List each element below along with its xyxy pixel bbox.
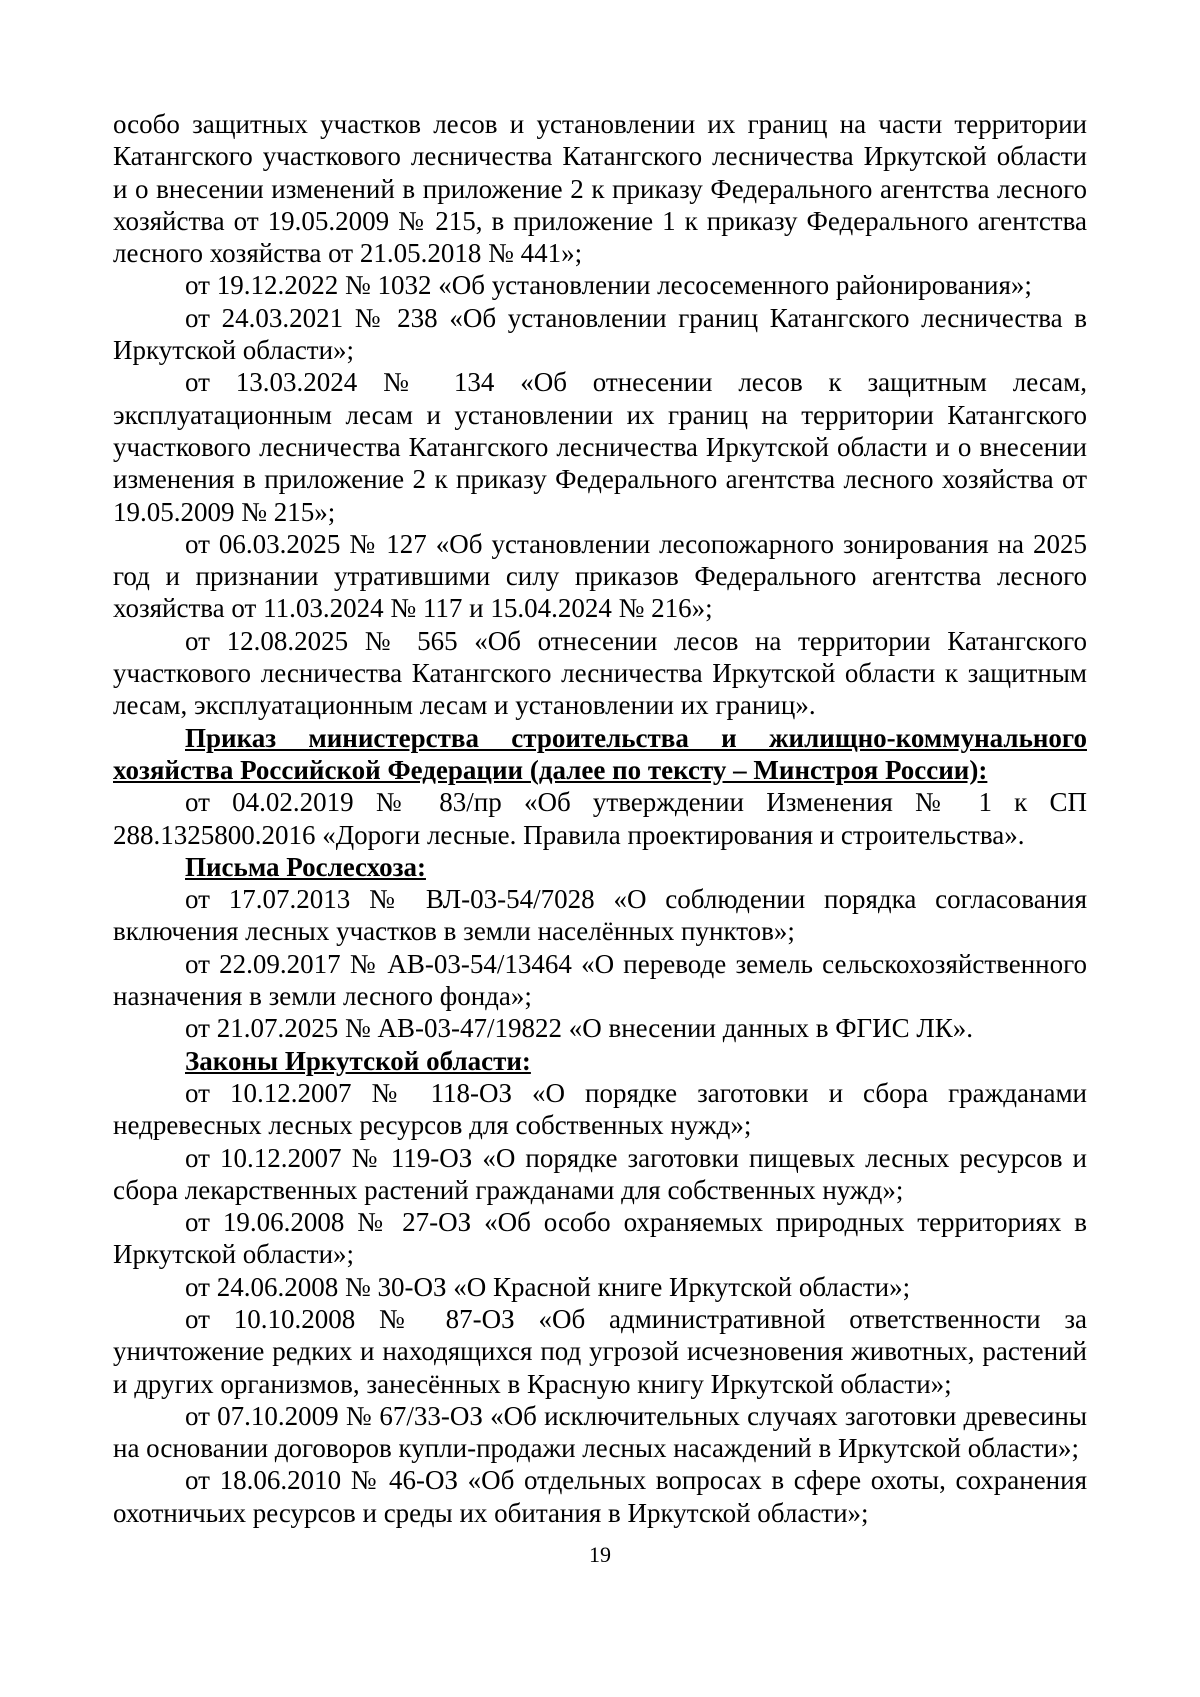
paragraph-order: от 12.08.2025 № 565 «Об отнесении лесов на территории Катангского участкового лесничества Катангского лесничества Иркутской области к защитным лесам, эксплуатационным лесам и установлении их границ». <box>113 625 1087 721</box>
paragraph-order: от 06.03.2025 № 127 «Об установлении лесопожарного зонирования на 2025 год и признании утратившими силу приказов Федерального агентства лесного хозяйства от 11.03.2024 № 117 и 15.04.2024 № 216»; <box>113 528 1087 624</box>
paragraph-law: от 10.12.2007 № 118-ОЗ «О порядке заготовки и сбора гражданами недревесных лесных ресурсов для собственных нужд»; <box>113 1077 1087 1141</box>
paragraph-law: от 24.06.2008 № 30-ОЗ «О Красной книге Иркутской области»; <box>185 1271 911 1302</box>
document-body <box>113 108 1087 1529</box>
paragraph-order: от 24.03.2021 № 238 «Об установлении границ Катангского лесничества в Иркутской области»; <box>113 302 1087 366</box>
paragraph-order: от 04.02.2019 № 83/пр «Об утверждении Изменения № 1 к СП 288.1325800.2016 «Дороги лесные. Правила проектирования и строительства». <box>113 787 1087 850</box>
paragraph-law: от 10.10.2008 № 87-ОЗ «Об административной ответственности за уничтожение редких и находящихся под угрозой исчезновения животных, растений и других организмов, занесённых в Красную книгу Иркутской области»; <box>113 1303 1087 1399</box>
paragraph-law: от 07.10.2009 № 67/33-ОЗ «Об исключительных случаях заготовки древесины на основании договоров купли-продажи лесных насаждений в Иркутской области»; <box>113 1400 1087 1464</box>
paragraph-letter: от 17.07.2013 № ВЛ-03-54/7028 «О соблюдении порядка согласования включения лесных участков в земли населённых пунктов»; <box>113 884 1087 947</box>
paragraph-letter: от 21.07.2025 № АВ-03-47/19822 «О внесении данных в ФГИС ЛК». <box>185 1013 973 1044</box>
paragraph-law: от 19.06.2008 № 27-ОЗ «Об особо охраняемых природных территориях в Иркутской области»; <box>113 1207 1087 1270</box>
paragraph-order: от 19.12.2022 № 1032 «Об установлении лесосеменного районирования»; <box>185 270 1032 301</box>
paragraph-law: от 18.06.2010 № 46-ОЗ «Об отдельных вопросах в сфере охоты, сохранения охотничьих ресурсов и среды их обитания в Иркутской области»; <box>113 1465 1087 1528</box>
section-heading-minstroy: Приказ министерства строительства и жилищно-коммунального хозяйства Российской Федерации (далее по тексту – Минстроя России): <box>113 722 1087 785</box>
paragraph-law: от 10.12.2007 № 119-ОЗ «О порядке заготовки пищевых лесных ресурсов и сбора лекарственных растений гражданами для собственных нужд»; <box>113 1142 1087 1205</box>
paragraph-order: от 13.03.2024 № 134 «Об отнесении лесов к защитным лесам, эксплуатационным лесам и установлении их границ на территории Катангского участкового лесничества Катангского лесничества Иркутской области и о внесении изменения в приложение 2 к приказу Федерального агентства лесного хозяйства от 19.05.2009 № 215»; <box>113 367 1087 527</box>
section-heading-irkutsk-laws: Законы Иркутской области: <box>185 1045 531 1076</box>
page-number: 19 <box>589 1542 611 1567</box>
paragraph-letter: от 22.09.2017 № АВ-03-54/13464 «О переводе земель сельскохозяйственного назначения в земли лесного фонда»; <box>113 948 1087 1012</box>
section-heading-rosleshoz-letters: Письма Рослесхоза: <box>185 851 426 882</box>
paragraph-continuation: особо защитных участков лесов и установлении их границ на части территории Катангского участкового лесничества Катангского лесничества Иркутской области и о внесении изменений в приложение 2 к приказу Федерального агентства лесного хозяйства от 19.05.2009 № 215, в приложение 1 к приказу Федерального агентства лесного хозяйства от 21.05.2018 № 441»; <box>113 109 1087 269</box>
